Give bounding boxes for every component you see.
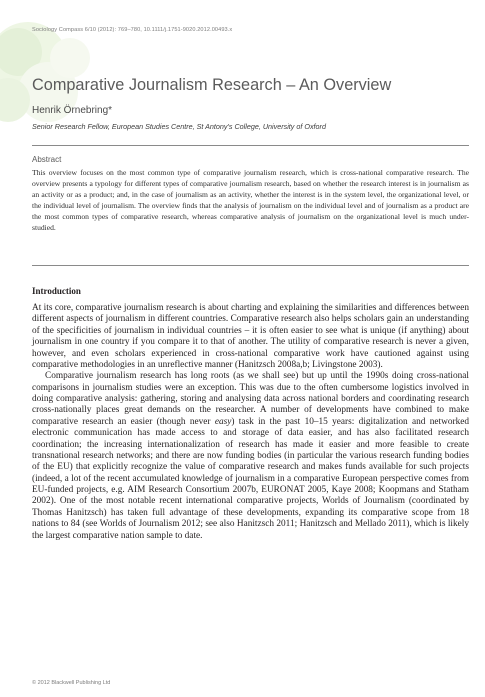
introduction-body xyxy=(32,303,469,542)
article-title: Comparative Journalism Research – An Overview xyxy=(32,76,392,94)
paragraph-1: At its core, comparative journalism research is about charting and explaining the similarities and differences between different aspects of journalism in different countries. Comparative research also helps scholars gain an understanding of the specificities of journalism in individual countries – it is often easier to see what is unique (if anything) about journalism in one country if you compare it to that of another. The utility of comparative research is never a given, however, and even scholars experienced in cross-national comparative work have cautioned against using comparative methodologies in an unreflective manner (Hanitzsch 2008a,b; Livingstone 2003). xyxy=(32,303,469,370)
paragraph-2 xyxy=(32,371,469,542)
section-heading-introduction: Introduction xyxy=(32,286,81,296)
abstract-text: This overview focuses on the most common type of comparative journalism research, which is cross-national comparative research. The overview presents a typology for different types of comparative journalism research, based on whether the research interest is in journalism as an activity or as a product; and, in the case of journalism as an activity, whether the interest is in the system level, the organizational level, or the individual level of journalism. The overview finds that the analysis of journalism on the individual level and of journalism as a product are the most common types of comparative research, whereas comparative analysis of journalism on the organizational level is much under-studied. xyxy=(32,168,469,232)
divider-bottom xyxy=(32,265,469,266)
paragraph-2-end: ) task in the past 10–15 years: digitalization and networked electronic communication has made access to and storage of data easier, and has also facilitated research coordination; the increasing internationalization of research has made it easier and more feasible to create transnational research networks; and there are now funding bodies (in particular the various research funding bodies of the EU) that explicitly recognize the value of comparative research and makes funds available for such projects (indeed, a lot of the recent accumulated knowledge of journalism in a comparative European perspective comes from EU-funded projects, e.g. AIM Research Consortium 2007b, EURONAT 2005, Kaye 2008; Koopmans and Statham 2002). One of the most notable recent international comparative projects, Worlds of Journalism (coordinated by Thomas Hanitzsch) has taken full advantage of these developments, expanding its comparative scope from 18 nations to 84 (see Worlds of Journalism 2012; see also Hanitzsch 2011; Hanitzsch and Mellado 2011), which is likely the largest comparative nation sample to date. xyxy=(32,416,469,541)
running-head: Sociology Compass 6/10 (2012): 769–780, 10.1111/j.1751-9020.2012.00493.x xyxy=(32,27,233,33)
paragraph-2-emphasis: easy xyxy=(214,416,232,427)
copyright-footer: © 2012 Blackwell Publishing Ltd xyxy=(32,680,111,686)
abstract-heading: Abstract xyxy=(32,155,62,164)
author-affiliation: Senior Research Fellow, European Studies Centre, St Antony's College, University of Oxford xyxy=(32,122,326,131)
divider-top xyxy=(32,145,469,146)
author-name: Henrik Örnebring* xyxy=(32,105,113,116)
paragraph-2-start: Comparative journalism research has long roots (as we shall see) but up until the 1990s doing cross-national comparisons in journalism studies were an exception. This was due to the often cumbersome logistics involved in doing comparative analysis: gathering, storing and analysing data across national borders and coordinating research cross-nationally places great demands on the researcher. A number of developments have combined to make comparative research an easier (though never xyxy=(32,371,469,427)
